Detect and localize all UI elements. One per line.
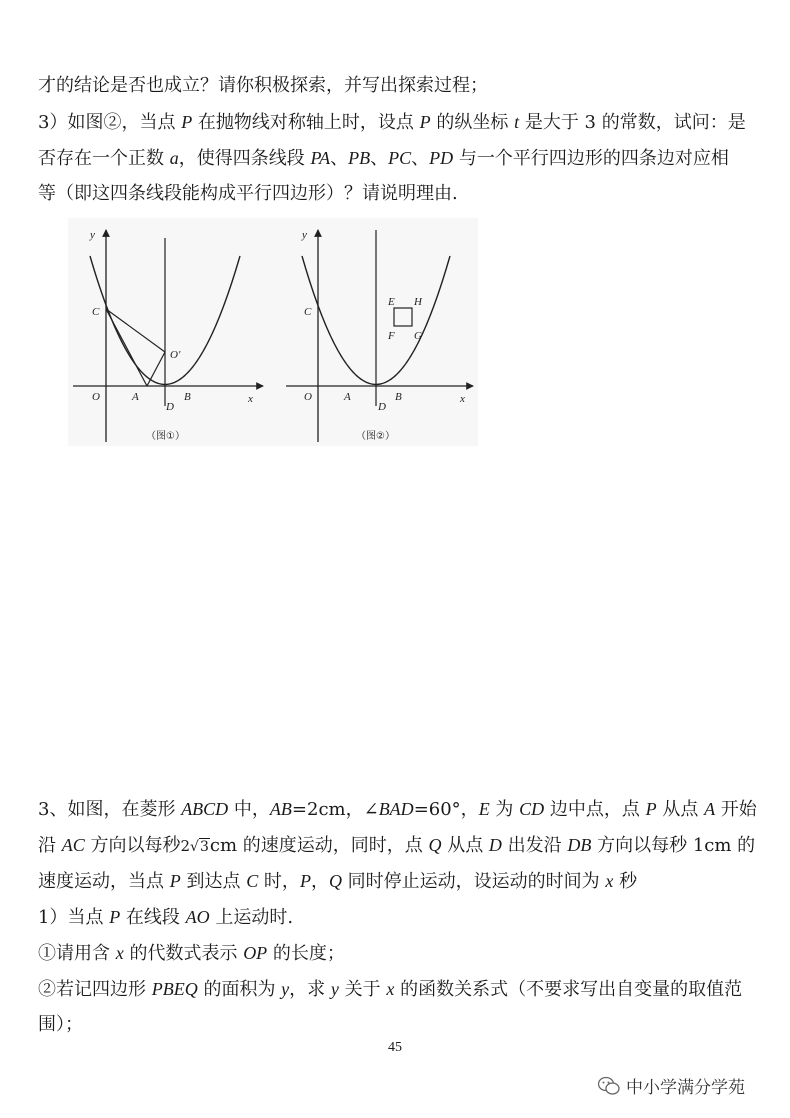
fig1-label-O-prime: O' <box>170 349 181 361</box>
sqrt-three: √3 <box>190 839 209 855</box>
fig2-label-D: D <box>378 401 386 413</box>
fig2-label-C: C <box>304 306 312 318</box>
fig2-label-O: O <box>304 391 312 403</box>
fig2-label-B: B <box>395 391 402 403</box>
fig1-label-C: C <box>92 306 100 318</box>
fig2-label-G: G <box>414 330 422 342</box>
parabola-figures <box>68 218 478 448</box>
fig2-caption: （图②） <box>356 431 395 442</box>
fig2-label-y: y <box>302 229 307 241</box>
fig2-label-A: A <box>344 391 351 403</box>
fig1-label-O: O <box>92 391 100 403</box>
fig1-label-D: D <box>166 401 174 413</box>
problem-line-7: 围）； <box>38 1014 83 1035</box>
text-line-4: 等（即这四条线段能构成平行四边形）？请说明理由. <box>38 183 458 204</box>
problem-line-4: 1）当点 P 在线段 AO 上运动时. <box>38 907 294 928</box>
watermark-text: 中小学满分学苑 <box>626 1078 745 1098</box>
fig1-label-B: B <box>184 391 191 403</box>
fig2-label-E: E <box>388 296 395 308</box>
figures-svg <box>68 218 478 448</box>
page-number: 45 <box>388 1040 402 1055</box>
fig1-label-A: A <box>132 391 139 403</box>
problem-line-6: ②若记四边形 PBEQ 的面积为 y，求 y 关于 x 的函数关系式（不要求写出自变量的取值范 <box>38 979 743 1000</box>
problem-line-5: ①请用含 x 的代数式表示 OP 的长度； <box>38 943 345 964</box>
text-line-1: 才的结论是否也成立？请你积极探索，并写出探索过程； <box>38 75 488 96</box>
watermark <box>598 1073 745 1098</box>
fig2-label-x: x <box>460 393 465 405</box>
fig1-label-x: x <box>248 393 253 405</box>
problem-line-2: 沿 AC 方向以每秒2√3cm 的速度运动，同时，点 Q 从点 D 出发沿 DB 方向以每秒 1cm 的 <box>38 835 756 856</box>
fig1-caption: （图①） <box>146 431 185 442</box>
problem-line-1: 3、如图，在菱形 ABCD 中，AB=2cm，∠BAD=60°，E 为 CD 边中点，点 P 从点 A 开始 <box>38 799 757 820</box>
fig1-label-y: y <box>90 229 95 241</box>
fig2-label-H: H <box>414 296 422 308</box>
problem-line-3: 速度运动，当点 P 到达点 C 时，P，Q 同时停止运动，设运动的时间为 x 秒 <box>38 871 638 892</box>
text-line-3: 否存在一个正数 a，使得四条线段 PA、PB、PC、PD 与一个平行四边形的四条边对应相 <box>38 148 729 169</box>
wechat-icon <box>598 1076 620 1096</box>
fig2-label-F: F <box>388 330 395 342</box>
text-line-2: 3）如图②，当点 P 在抛物线对称轴上时，设点 P 的纵坐标 t 是大于 3 的常数，试问：是 <box>38 112 746 133</box>
